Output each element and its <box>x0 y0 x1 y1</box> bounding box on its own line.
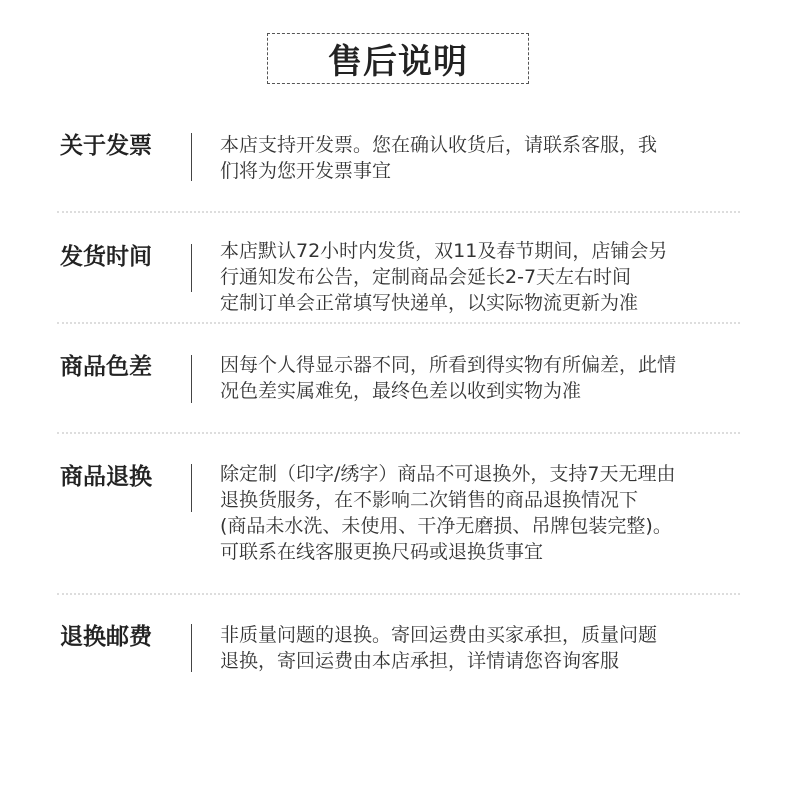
body-line: 除定制（印字/绣字）商品不可退换外，支持7天无理由 <box>220 463 676 485</box>
section-body <box>220 132 760 184</box>
body-line: 退换货服务，在不影响二次销售的商品退换情况下 <box>220 489 639 511</box>
body-line: 因每个人得显示器不同，所看到得实物有所偏差，此情 <box>220 354 677 376</box>
section-label: 发货时间 <box>60 244 152 270</box>
section-label: 退换邮费 <box>60 624 152 650</box>
page-title: 售后说明 <box>267 33 529 84</box>
section-divider <box>57 432 740 434</box>
body-line: 本店默认72小时内发货，双11及春节期间，店铺会另 <box>220 240 668 262</box>
section-body <box>220 352 760 404</box>
section-separator <box>191 355 192 403</box>
body-line: 况色差实属难免，最终色差以收到实物为准 <box>220 380 582 402</box>
section-body <box>220 238 760 316</box>
section-separator <box>191 464 192 512</box>
body-line: 本店支持开发票。您在确认收货后，请联系客服，我 <box>220 134 658 156</box>
body-line: 退换，寄回运费由本店承担，详情请您咨询客服 <box>220 650 620 672</box>
body-line: 们将为您开发票事宜 <box>220 160 392 182</box>
section-divider <box>57 211 740 213</box>
section-separator <box>191 624 192 672</box>
body-line: 可联系在线客服更换尺码或退换货事宜 <box>220 541 544 563</box>
section-body <box>220 461 760 565</box>
section-label: 商品退换 <box>60 464 152 490</box>
section-separator <box>191 133 192 181</box>
section-body <box>220 622 760 674</box>
body-line: 行通知发布公告，定制商品会延长2-7天左右时间 <box>220 266 632 288</box>
section-separator <box>191 244 192 292</box>
body-line: 非质量问题的退换。寄回运费由买家承担，质量问题 <box>220 624 658 646</box>
body-line: 定制订单会正常填写快递单，以实际物流更新为准 <box>220 292 639 314</box>
body-line: (商品未水洗、未使用、干净无磨损、吊牌包装完整)。 <box>220 515 672 537</box>
section-divider <box>57 593 740 595</box>
section-label: 关于发票 <box>60 133 152 159</box>
section-label: 商品色差 <box>60 354 152 380</box>
section-divider <box>57 322 740 324</box>
